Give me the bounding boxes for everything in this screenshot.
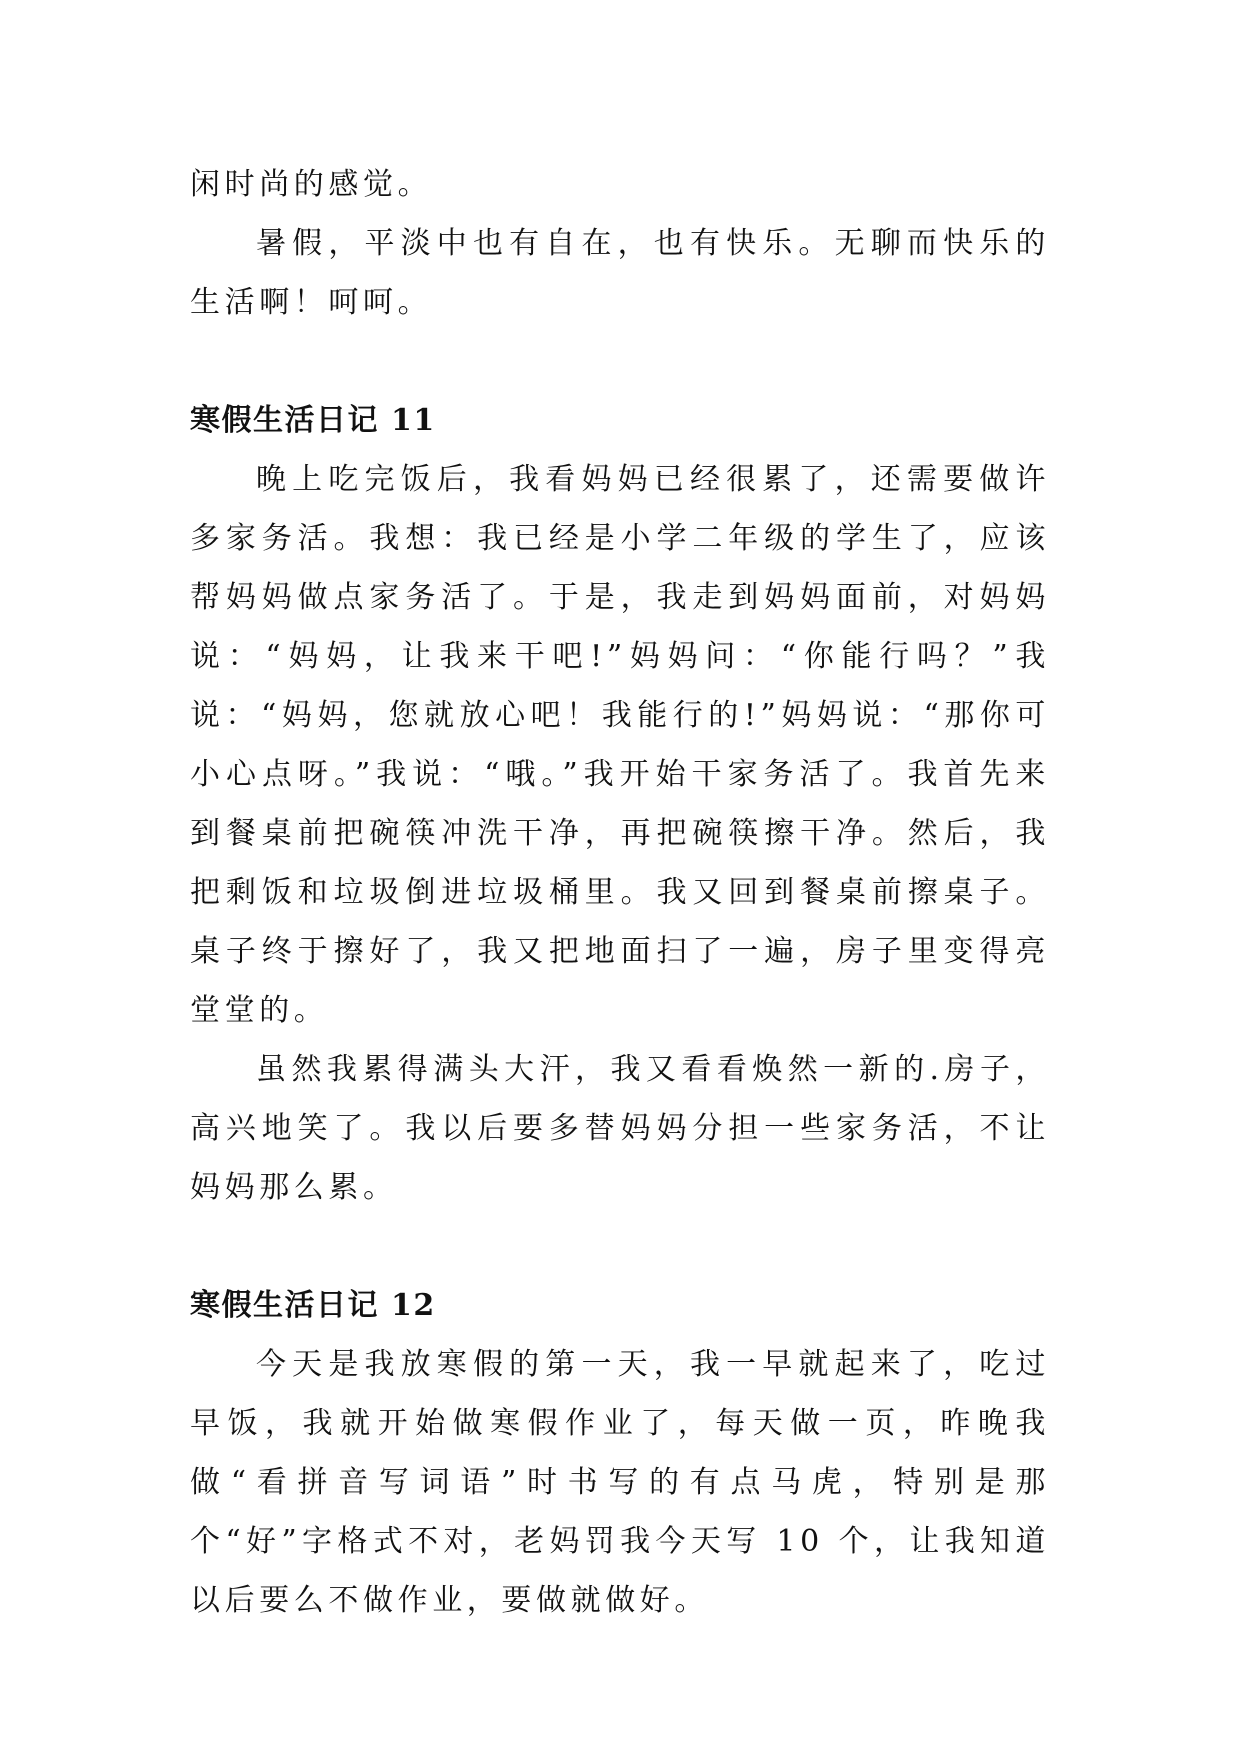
entry-paragraph: 虽然我累得满头大汗，我又看看焕然一新的.房子，高兴地笑了。我以后要多替妈妈分担一些家务活，不让妈妈那么累。 [190,1052,1050,1205]
entry-paragraph: 今天是我放寒假的第一天，我一早就起来了，吃过早饭，我就开始做寒假作业了，每天做一页，昨晚我做“看拼音写词语”时书写的有点马虎，特别是那个“好”字格式不对，老妈罚我今天写 10 个，让我知道以后要么不做作业，要做就做好。 [190,1347,1050,1618]
continuation-paragraph: 暑假，平淡中也有自在，也有快乐。无聊而快乐的生活啊！呵呵。 [190,226,1050,320]
entry-paragraph: 晚上吃完饭后，我看妈妈已经很累了，还需要做许多家务活。我想：我已经是小学二年级的学生了，应该帮妈妈做点家务活了。于是，我走到妈妈面前，对妈妈说：“妈妈，让我来干吧!”妈妈问：“你能行吗？”我说：“妈妈，您就放心吧！我能行的!”妈妈说：“那你可小心点呀。”我说：“哦。”我开始干家务活了。我首先来到餐桌前把碗筷冲洗干净，再把碗筷擦干净。然后，我把剩饭和垃圾倒进垃圾桶里。我又回到餐桌前擦桌子。桌子终于擦好了，我又把地面扫了一遍，房子里变得亮堂堂的。 [190,462,1050,1028]
page-content [190,155,1050,1630]
entry-title: 寒假生活日记 11 [190,403,436,438]
entry-title: 寒假生活日记 12 [190,1288,436,1323]
continuation-paragraph: 闲时尚的感觉。 [190,167,433,202]
